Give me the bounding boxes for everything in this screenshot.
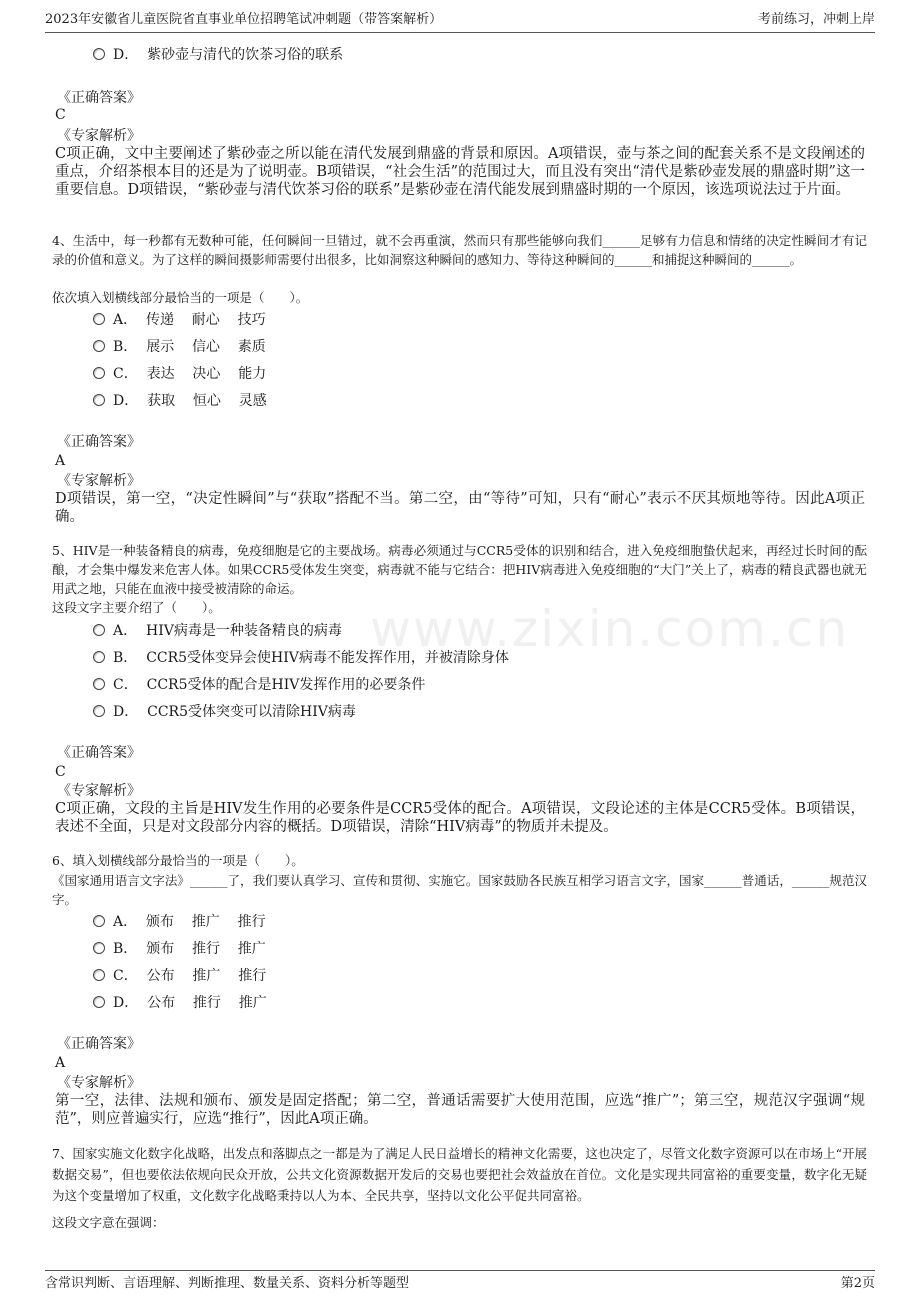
- q3-answer-label: 《正确答案》: [57, 90, 141, 106]
- q4-answer: A: [55, 453, 66, 469]
- q5-explanation: C项正确，文段的主旨是HIV发生作用的必要条件是CCR5受体的配合。A项错误，文段论述的主体是CCR5受体。B项错误，表述不全面，只是对文段部分内容的概括。D项错误，清除“HIV病毒”的物质并未提及。: [55, 801, 865, 835]
- q6-option-b[interactable]: [93, 939, 266, 959]
- option-text: C． 表达 决心 能力: [113, 366, 267, 382]
- header-slogan: 考前练习，冲刺上岸: [757, 12, 875, 27]
- option-text: A． 颁布 推广 推行: [113, 914, 266, 930]
- option-text: A． 传递 耐心 技巧: [113, 312, 266, 328]
- q3-expl-label: 《专家解析》: [57, 128, 141, 144]
- q5-answer: C: [55, 764, 66, 780]
- option-text: D． 公布 推行 推广: [113, 995, 267, 1011]
- option-text: D． 获取 恒心 灵感: [113, 393, 267, 409]
- q6-text: 《国家通用语言文字法》______了，我们要认真学习、宣传和贯彻、实施它。国家鼓励各民族互相学习语言文字，国家______普通话，______规范汉字。: [52, 873, 867, 907]
- q5-option-b[interactable]: [93, 648, 509, 668]
- q5-option-c[interactable]: [93, 675, 425, 695]
- q4-expl-label: 《专家解析》: [57, 473, 141, 489]
- radio-icon[interactable]: [93, 367, 105, 379]
- q5-option-a[interactable]: [93, 621, 342, 641]
- q6-explanation: 第一空，法律、法规和颁布、颁发是固定搭配；第二空，普通话需要扩大使用范围，应选“推广”；第三空，规范汉字强调“规范”，则应普遍实行，应选“推行”，因此A项正确。: [55, 1093, 865, 1127]
- page-footer: [45, 1270, 875, 1293]
- radio-icon[interactable]: [93, 624, 105, 636]
- q4-text: 4、生活中，每一秒都有无数种可能，任何瞬间一旦错过，就不会再重演，然而只有那些能够向我们______足够有力信息和情绪的决定性瞬间才有记录的价值和意义。为了这样的瞬间摄影师需要付出很多，比如洞察这种瞬间的感知力、等待这种瞬间的______和捕捉这种瞬间的______。: [52, 233, 867, 267]
- q5-expl-label: 《专家解析》: [57, 783, 141, 799]
- q6-option-a[interactable]: [93, 912, 266, 932]
- header-title: 2023年安徽省儿童医院省直事业单位招聘笔试冲刺题（带答案解析）: [45, 12, 443, 27]
- q3-option-d[interactable]: [93, 45, 343, 65]
- radio-icon[interactable]: [93, 996, 105, 1008]
- option-text: A． HIV病毒是一种装备精良的病毒: [113, 623, 342, 639]
- option-text: B． CCR5受体变异会使HIV病毒不能发挥作用，并被清除身体: [113, 650, 509, 666]
- option-text: D． 紫砂壶与清代的饮茶习俗的联系: [113, 47, 344, 63]
- option-text: C． 公布 推广 推行: [113, 968, 267, 984]
- radio-icon[interactable]: [93, 969, 105, 981]
- q4-option-c[interactable]: [93, 364, 266, 384]
- radio-icon[interactable]: [93, 915, 105, 927]
- q6-expl-label: 《专家解析》: [57, 1075, 141, 1091]
- q5-prompt: 这段文字主要介绍了（ ）。: [52, 600, 221, 615]
- radio-icon[interactable]: [93, 48, 105, 60]
- option-text: B． 展示 信心 素质: [113, 339, 266, 355]
- q4-answer-label: 《正确答案》: [57, 434, 141, 450]
- page-number: 第2页: [840, 1276, 875, 1291]
- radio-icon[interactable]: [93, 705, 105, 717]
- option-text: B． 颁布 推行 推广: [113, 941, 266, 957]
- q7-text: 7、国家实施文化数字化战略，出发点和落脚点之一都是为了满足人民日益增长的精神文化需要，这也决定了，尽管文化数字资源可以在市场上“开展数据交易”，但也要依法依规向民众开放，公共文化资源数据开发后的交易也要把社会效益放在首位。文化是实现共同富裕的重要变量，数字化无疑为这个变量增加了权重，文化数字化战略秉持以人为本、全民共享，坚持以文化公平促共同富裕。: [52, 1146, 867, 1203]
- radio-icon[interactable]: [93, 678, 105, 690]
- page-header: [45, 10, 875, 33]
- q3-explanation: C项正确，文中主要阐述了紫砂壶之所以能在清代发展到鼎盛的背景和原因。A项错误，壶与茶之间的配套关系不是文段阐述的重点，介绍茶根本目的还是为了说明壶。B项错误，“社会生活”的范围过大，而且没有突出“清代是紫砂壶发展的鼎盛时期”这一重要信息。D项错误，“紫砂壶与清代饮茶习俗的联系”是紫砂壶在清代能发展到鼎盛时期的一个原因，该选项说法过于片面。: [55, 146, 865, 198]
- q4-explanation: D项错误，第一空，“决定性瞬间”与“获取”搭配不当。第二空，由“等待”可知，只有“耐心”表示不厌其烦地等待。因此A项正确。: [55, 491, 865, 525]
- q3-answer: C: [55, 107, 66, 123]
- radio-icon[interactable]: [93, 340, 105, 352]
- q4-option-d[interactable]: [93, 391, 267, 411]
- radio-icon[interactable]: [93, 313, 105, 325]
- q6-prompt: 6、填入划横线部分最恰当的一项是（ ）。: [52, 853, 304, 868]
- q5-answer-label: 《正确答案》: [57, 745, 141, 761]
- footer-description: 含常识判断、言语理解、判断推理、数量关系、资料分析等题型: [45, 1276, 410, 1291]
- option-text: D． CCR5受体突变可以清除HIV病毒: [113, 704, 356, 720]
- q5-option-d[interactable]: [93, 702, 356, 722]
- q4-option-a[interactable]: [93, 310, 266, 330]
- radio-icon[interactable]: [93, 942, 105, 954]
- q6-answer: A: [55, 1055, 66, 1071]
- q7-prompt: 这段文字意在强调：: [52, 1215, 165, 1230]
- option-text: C． CCR5受体的配合是HIV发挥作用的必要条件: [113, 677, 426, 693]
- q6-option-d[interactable]: [93, 993, 267, 1013]
- radio-icon[interactable]: [93, 651, 105, 663]
- q5-text: 5、HIV是一种装备精良的病毒，免疫细胞是它的主要战场。病毒必须通过与CCR5受体的识别和结合，进入免疫细胞蛰伏起来，再经过长时间的酝酿，才会集中爆发来危害人体。如果CCR5受体发生突变，病毒就不能与它结合：把HIV病毒进入免疫细胞的“大门”关上了，病毒的精良武器也就无用武之地，只能在血液中接受被清除的命运。: [52, 543, 867, 596]
- watermark: www.zixin.com.cn: [370, 600, 850, 658]
- q6-option-c[interactable]: [93, 966, 266, 986]
- q4-option-b[interactable]: [93, 337, 266, 357]
- q4-prompt: 依次填入划横线部分最恰当的一项是（ ）。: [52, 290, 309, 305]
- radio-icon[interactable]: [93, 394, 105, 406]
- q6-answer-label: 《正确答案》: [57, 1036, 141, 1052]
